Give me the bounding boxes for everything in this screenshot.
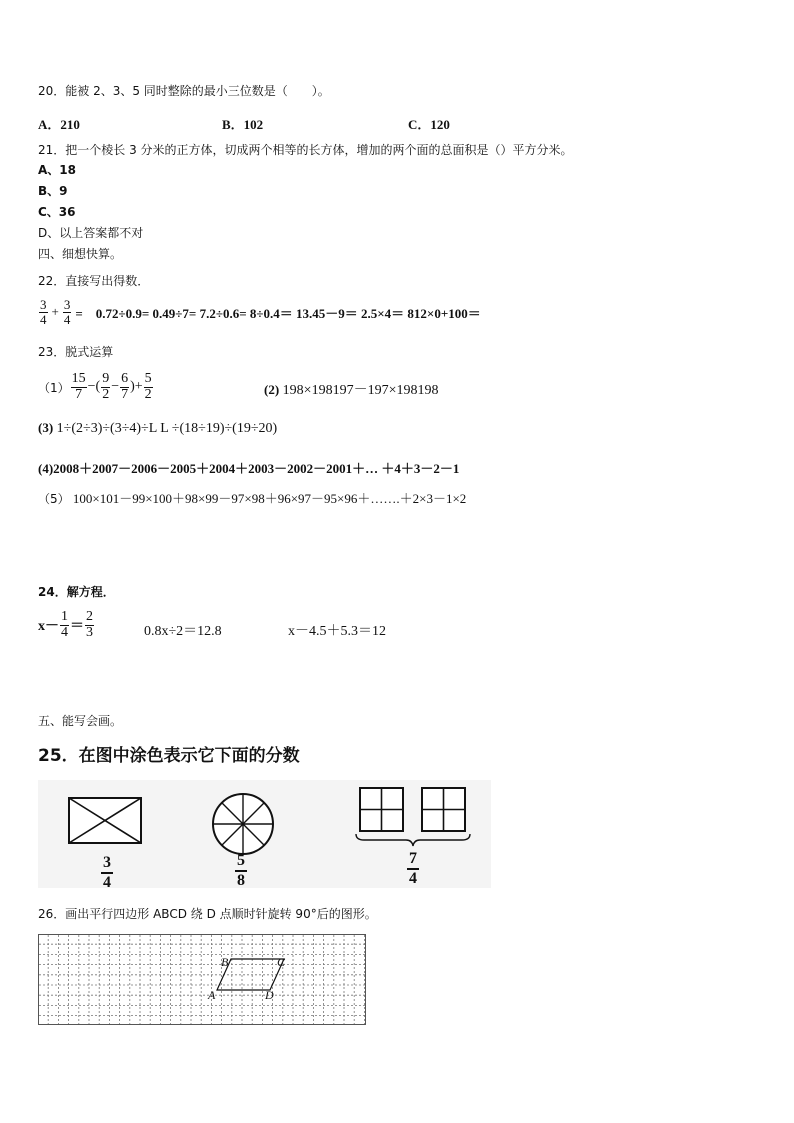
q23-p1-op-1: −( <box>87 379 101 395</box>
section-5-heading: 五、能写会画。 <box>38 714 123 728</box>
q22-title: 22．直接写出得数． <box>38 274 150 288</box>
q21-option-b: B、9 <box>38 184 68 198</box>
q23-part-5-label: （5） <box>38 492 70 506</box>
q26-grid-panel <box>38 934 367 1026</box>
q23-title: 23．脱式运算 <box>38 345 114 359</box>
q23-part-5 <box>38 488 466 507</box>
q24-eq1-equals: ＝ <box>70 619 84 635</box>
q23-part-3-label: (3) <box>38 420 54 435</box>
q25-rectangle-shape <box>69 798 141 843</box>
q20-option-b: B．102 <box>222 117 264 132</box>
q25-fraction-1: $\frac{3}{4}$ <box>103 854 111 891</box>
q20-option-c: C．120 <box>408 117 450 132</box>
q23-p1-frac-1: $\frac{15}{7}$ <box>71 371 86 402</box>
q25-fraction-2: $\frac{5}{8}$ <box>237 852 245 889</box>
q24-equation-2: 0.8x÷2＝12.8 <box>144 624 222 639</box>
q22-plus: + <box>51 304 59 320</box>
q20-question: 20．能被 2、3、5 同时整除的最小三位数是（ ）。 <box>38 84 330 98</box>
q23-part-2-expr: 198×198197－197×198198 <box>282 383 439 398</box>
q25-fraction-3: $\frac{7}{4}$ <box>409 850 417 887</box>
q25-title: 25．在图中涂色表示它下面的分数 <box>38 746 300 766</box>
q24-eq1-prefix: x－ <box>38 619 59 635</box>
q25-square-shape-1 <box>360 788 403 831</box>
q24-equation-1 <box>38 610 95 640</box>
q26-dotted-grid <box>38 934 367 1026</box>
q21-option-a: A、18 <box>38 163 76 177</box>
q21-option-c: C、36 <box>38 205 76 219</box>
q23-p1-frac-4: $\frac{5}{2}$ <box>144 371 152 402</box>
q22-expression <box>38 298 481 326</box>
q24-equation-3: x－4.5＋5.3＝12 <box>288 624 386 639</box>
q23-part-4: (4)2008＋2007－2006－2005＋2004＋2003－2002－2001＋… ＋4＋3－2－1 <box>38 461 460 476</box>
q22-fraction-2: $\frac{3}{4}$ <box>63 297 71 327</box>
q21-option-d: D、以上答案都不对 <box>38 226 144 240</box>
q23-part-3-expr: 1÷(2÷3)÷(3÷4)÷L L ÷(18÷19)÷(19÷20) <box>56 421 278 436</box>
q21-question: 21．把一个棱长 3 分米的正方体，切成两个相等的长方体，增加的两个面的总面积是（）平方分米。 <box>38 143 573 157</box>
q26-label-c: C <box>277 955 286 969</box>
q23-part-3 <box>38 420 277 437</box>
q23-part-2 <box>264 379 438 399</box>
q23-p1-frac-3: $\frac{6}{7}$ <box>121 371 129 402</box>
q24-eq1-frac-2: $\frac{2}{3}$ <box>86 609 93 640</box>
q26-label-b: B <box>221 955 229 969</box>
q26-label-d: D <box>265 988 274 1002</box>
q26-label-a: A <box>208 988 216 1002</box>
q23-part-1-label: （1） <box>38 380 70 395</box>
q25-figure-panel <box>38 780 491 891</box>
q23-part-2-label: (2) <box>264 382 280 397</box>
section-4-heading: 四、细想快算。 <box>38 247 123 261</box>
q23-part-1 <box>38 372 154 402</box>
q23-p1-frac-2: $\frac{9}{2}$ <box>102 371 110 402</box>
q20-option-a: A．210 <box>38 117 80 132</box>
q24-eq1-frac-1: $\frac{1}{4}$ <box>61 609 68 640</box>
q22-items: = 0.72÷0.9= 0.49÷7= 7.2÷0.6= 8÷0.4＝ 13.45－9＝ 2.5×4＝ 812×0+100＝ <box>75 305 481 321</box>
q23-p1-op-2: − <box>111 379 120 395</box>
q24-title: 24．解方程． <box>38 585 115 599</box>
q23-part-5-expr: 100×101－99×100＋98×99－97×98＋96×97－95×96＋…….＋2×3－1×2 <box>72 491 467 506</box>
q25-brace <box>356 834 470 846</box>
q23-p1-op-3: )+ <box>130 379 143 395</box>
q25-square-shape-2 <box>422 788 465 831</box>
q22-fraction-1: $\frac{3}{4}$ <box>40 297 47 327</box>
q26-title: 26．画出平行四边形 ABCD 绕 D 点顺时针旋转 90°后的图形。 <box>38 907 377 921</box>
q25-circle-shape <box>213 794 273 854</box>
